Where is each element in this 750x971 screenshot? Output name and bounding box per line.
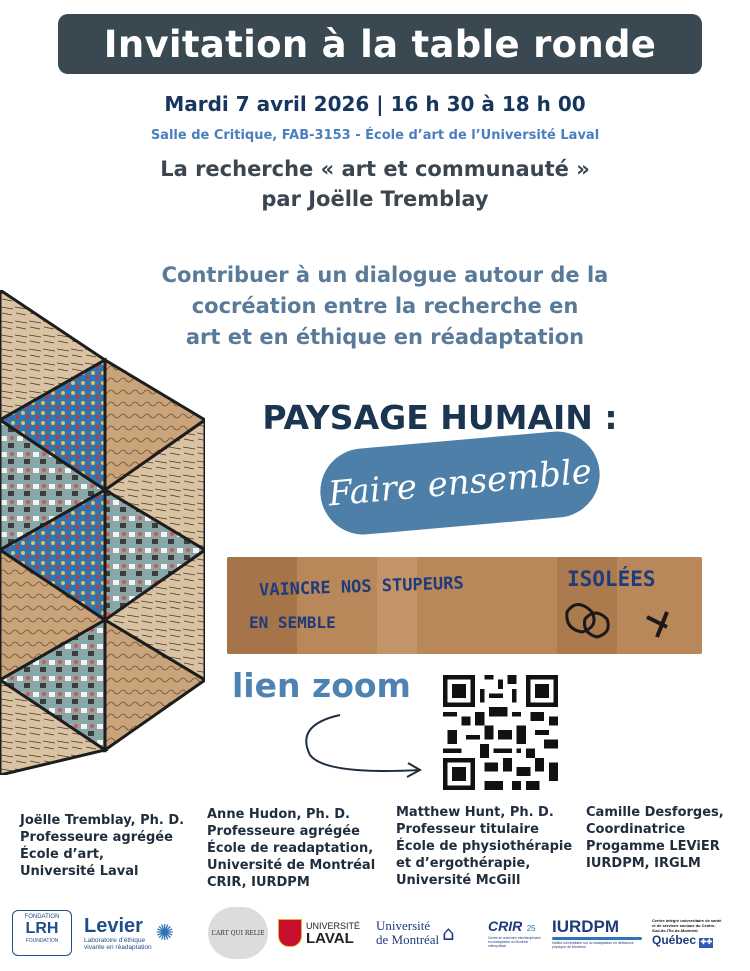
laval-line2: LAVAL [306,929,354,947]
person-4 [586,804,724,872]
lrh-top: FONDATION [24,914,60,920]
person-2-line-1: Anne Hudon, Ph. D. [207,807,350,822]
talk-subtitle [0,154,750,214]
banner-text-3: EN SEMBLE [249,613,336,632]
partner-logos [10,905,745,965]
quebec-text: Québec [652,933,697,947]
person-3-line-2: Professeur titulaire [396,822,539,837]
crir-num: 25 [526,924,536,933]
tagline-line-1: Contribuer à un dialogue autour de la [161,263,609,287]
levier-sub2: vivante en réadaptation [84,944,152,951]
person-4-line-1: Camille Desforges, [586,805,724,820]
subtitle-line-1: La recherche « art et communauté » [160,157,590,181]
tagline-line-3: art et en éthique en réadaptation [185,325,585,349]
page-title: Invitation à la table ronde [103,22,657,66]
person-1 [20,812,184,880]
iurdpm-logo [552,905,650,961]
levier-logo [84,905,204,961]
person-2-line-3: École de readaptation, [207,841,374,856]
person-3-line-4: et d’ergothérapie, [396,856,531,871]
person-1-line-2: Professeure agrégée [20,830,173,845]
curved-arrow-icon [300,705,425,785]
udem-line2: de Montréal [376,932,440,947]
iurdpm-wave [552,937,642,940]
art-qui-relie-text: L’ART QUI RELIE [208,907,268,959]
triangle-mosaic-artwork [0,290,205,775]
person-2 [207,806,375,891]
person-2-line-2: Professeure agrégée [207,824,360,839]
person-1-line-4: Université Laval [20,864,139,879]
crir-logo [488,905,548,961]
person-1-line-1: Joëlle Tremblay, Ph. D. [20,813,185,828]
udem-building-icon: ⌂ [442,921,455,945]
event-date: Mardi 7 avril 2026 | 16 h 30 à 18 h 00 [164,92,586,116]
lrh-main: LRH [25,920,59,937]
cardboard-banner-image [227,557,702,654]
levier-sub1: Laboratoire d’éthique [84,937,146,944]
zoom-link[interactable]: lien zoom [232,666,411,705]
laval-line1: UNIVERSITÉ [306,920,361,931]
crir-main: CRIR [488,918,523,934]
event-title: PAYSAGE HUMAIN : [262,398,618,437]
person-3-line-3: École de physiothérapie [396,839,573,854]
person-1-line-3: École d’art, [20,847,104,862]
art-qui-relie-logo [208,905,274,961]
event-venue: Salle de Critique, FAB-3153 - École d’art de l’Université Laval [150,128,600,143]
levier-main: Levier [84,915,143,937]
tagline-line-2: cocréation entre la recherche en [191,294,579,318]
qr-code-icon[interactable] [443,675,558,790]
person-3-line-5: Université McGill [396,873,521,888]
person-2-line-4: Université de Montréal [207,858,376,873]
iurdpm-sub: Institut universitaire sur la réadaptation en déficience physique de Montréal [552,940,634,949]
person-4-line-2: Coordinatrice [586,822,686,837]
udem-line1: Université [376,918,431,933]
lrh-bottom: FOUNDATION [25,938,59,944]
lrh-logo [12,905,74,961]
ciusss-text: Centre intégré universitaire de santé et de services sociaux du Centre-Sud-de-l’Île-de-Montréal [652,918,722,933]
crir-sub: Centre de recherche interdisciplinaire en réadaptation du Montréal métropolitain [488,936,541,948]
person-4-line-4: IURDPM, IRGLM [586,856,701,871]
ciusss-quebec-logo [652,905,742,961]
banner-text-1: VAINCRE NOS STUPEURS [258,573,464,601]
universite-de-montreal-logo [376,905,486,961]
event-subtitle: Faire ensemble [326,451,594,515]
event-subtitle-pill [317,428,603,538]
universite-laval-logo [278,905,374,961]
person-2-line-5: CRIR, IURDPM [207,875,310,890]
fleur-de-lis-icon: ✚✚ [700,939,713,946]
person-3 [396,804,572,889]
lightbulb-icon: ✺ [155,920,175,946]
iurdpm-main: IURDPM [552,916,620,936]
title-banner [58,14,702,74]
person-3-line-1: Matthew Hunt, Ph. D. [396,805,554,820]
person-4-line-3: Progamme LEViER [586,839,720,854]
subtitle-line-2: par Joëlle Tremblay [261,187,489,211]
banner-text-2: ISOLÉES [567,567,656,591]
laval-shield-icon [278,919,302,947]
